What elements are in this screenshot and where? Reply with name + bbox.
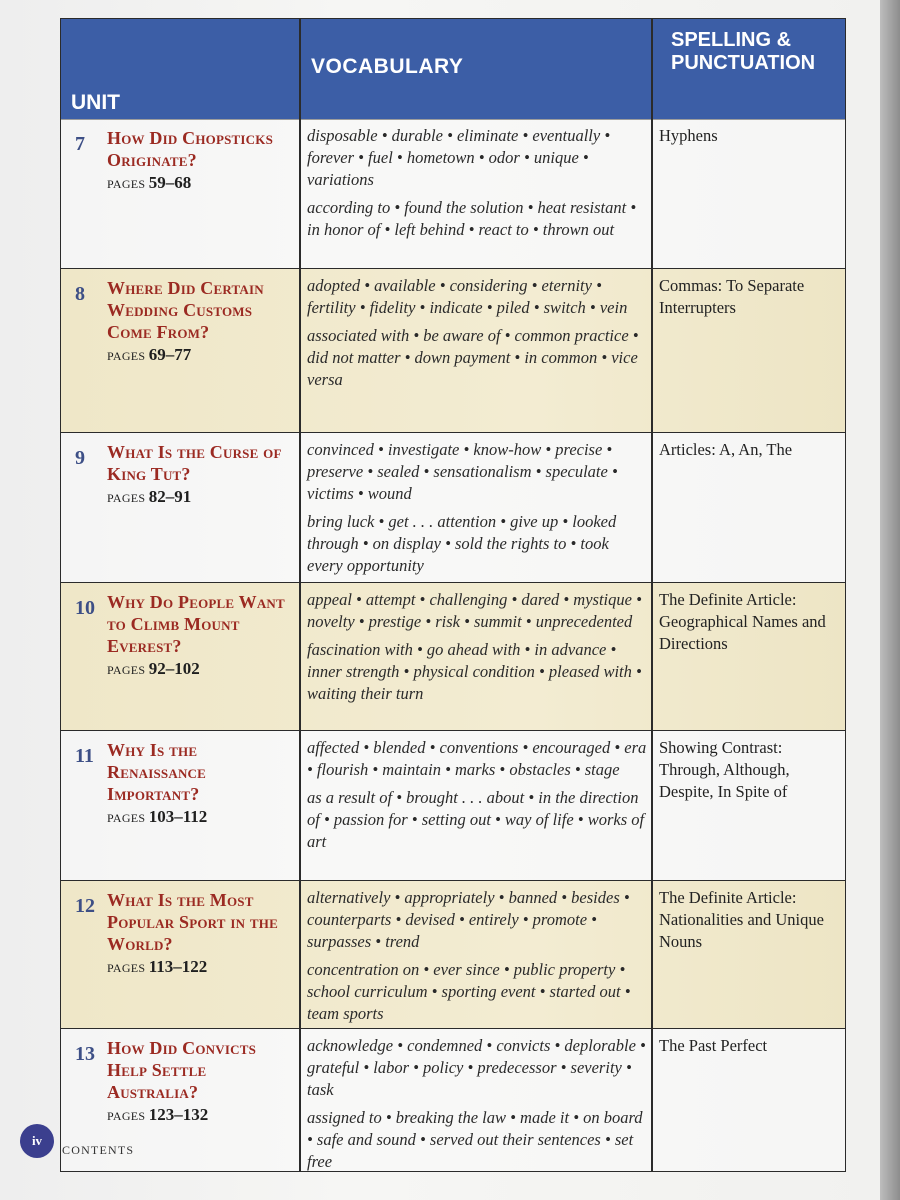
spelling-cell: The Definite Article: Geographical Names and Directions — [659, 590, 826, 653]
unit-title: How Did Chopsticks Originate? — [107, 128, 274, 170]
vocab-words: affected • blended • conventions • encouraged • era • flourish • maintain • marks • obstacles • stage — [307, 738, 647, 779]
unit-cell — [69, 889, 295, 977]
unit-pages: PAGES 69–77 — [107, 345, 192, 364]
unit-number: 9 — [75, 447, 85, 469]
unit-row — [61, 269, 845, 433]
unit-number: 13 — [75, 1043, 95, 1065]
spelling-cell: Commas: To Separate Interrupters — [659, 276, 805, 317]
unit-row — [61, 881, 845, 1029]
unit-cell — [69, 127, 295, 193]
unit-cell — [69, 277, 295, 365]
vocabulary-cell — [307, 589, 647, 711]
vocab-phrases: assigned to • breaking the law • made it • on board • safe and sound • served out their sentences • set free — [307, 1108, 643, 1171]
table-header — [61, 19, 845, 120]
unit-title: What Is the Most Popular Sport in the World? — [107, 890, 278, 954]
vocab-phrases: bring luck • get . . . attention • give up • looked through • on display • sold the rights to • took every opportunity — [307, 512, 617, 575]
unit-pages: PAGES 92–102 — [107, 659, 200, 678]
unit-pages: PAGES 113–122 — [107, 957, 208, 976]
unit-title: Why Do People Want to Climb Mount Everest? — [107, 592, 285, 656]
unit-pages: PAGES 103–112 — [107, 807, 208, 826]
unit-row — [61, 583, 845, 731]
spelling-cell: The Definite Article: Nationalities and Unique Nouns — [659, 888, 824, 951]
vocab-words: adopted • available • considering • eternity • fertility • fidelity • indicate • piled • switch • vein — [307, 276, 628, 317]
unit-row — [61, 1029, 845, 1172]
unit-number: 11 — [75, 745, 94, 767]
footer-contents-label: CONTENTS — [62, 1143, 135, 1157]
vocab-words: appeal • attempt • challenging • dared • mystique • novelty • prestige • risk • summit • unprecedented — [307, 590, 642, 631]
unit-title: Where Did Certain Wedding Customs Come From? — [107, 278, 264, 342]
vocab-phrases: concentration on • ever since • public property • school curriculum • sporting event • started out • team sports — [307, 960, 631, 1023]
unit-number: 10 — [75, 597, 95, 619]
spelling-cell: Hyphens — [659, 126, 718, 145]
unit-title: What Is the Curse of King Tut? — [107, 442, 282, 484]
vocabulary-cell — [307, 125, 647, 247]
unit-cell — [69, 591, 295, 679]
unit-cell — [69, 441, 295, 507]
vocab-phrases: according to • found the solution • heat resistant • in honor of • left behind • react to • thrown out — [307, 198, 637, 239]
page-edge — [880, 0, 900, 1200]
contents-table — [60, 18, 846, 1172]
unit-number: 7 — [75, 133, 85, 155]
vocab-words: acknowledge • condemned • convicts • deplorable • grateful • labor • policy • predecessor • severity • task — [307, 1036, 646, 1099]
header-spelling-punctuation: SPELLING & PUNCTUATION — [671, 29, 816, 74]
vocabulary-cell — [307, 275, 647, 397]
unit-row — [61, 731, 845, 881]
spelling-cell: The Past Perfect — [659, 1036, 768, 1055]
unit-title: Why Is the Renaissance Important? — [107, 740, 207, 804]
header-vocabulary: VOCABULARY — [311, 55, 464, 78]
vocab-phrases: fascination with • go ahead with • in advance • inner strength • physical condition • pleased with • waiting their turn — [307, 640, 642, 703]
unit-row — [61, 433, 845, 583]
vocab-phrases: associated with • be aware of • common practice • did not matter • down payment • in common • vice versa — [307, 326, 639, 389]
vocab-phrases: as a result of • brought . . . about • in the direction of • passion for • setting out • way of life • works of art — [307, 788, 645, 851]
vocab-words: convinced • investigate • know-how • precise • preserve • sealed • sensationalism • speculate • victims • wound — [307, 440, 618, 503]
unit-pages: PAGES 123–132 — [107, 1105, 209, 1124]
header-divider — [299, 19, 301, 119]
unit-pages: PAGES 59–68 — [107, 173, 192, 192]
page-number-badge: iv — [20, 1124, 54, 1158]
header-divider — [651, 19, 653, 119]
unit-pages: PAGES 82–91 — [107, 487, 192, 506]
unit-cell — [69, 1037, 295, 1125]
vocab-words: alternatively • appropriately • banned • besides • counterparts • devised • entirely • promote • surpasses • trend — [307, 888, 630, 951]
unit-title: How Did Convicts Help Settle Australia? — [107, 1038, 256, 1102]
spelling-cell: Showing Contrast: Through, Although, Despite, In Spite of — [659, 738, 790, 801]
vocabulary-cell — [307, 737, 647, 859]
vocabulary-cell — [307, 439, 647, 583]
unit-number: 8 — [75, 283, 85, 305]
vocab-words: disposable • durable • eliminate • eventually • forever • fuel • hometown • odor • unique • variations — [307, 126, 611, 189]
unit-cell — [69, 739, 295, 827]
spelling-cell: Articles: A, An, The — [659, 440, 793, 459]
vocabulary-cell — [307, 1035, 647, 1172]
vocabulary-cell — [307, 887, 647, 1031]
unit-row — [61, 119, 845, 269]
header-unit: UNIT — [71, 91, 120, 114]
unit-number: 12 — [75, 895, 95, 917]
